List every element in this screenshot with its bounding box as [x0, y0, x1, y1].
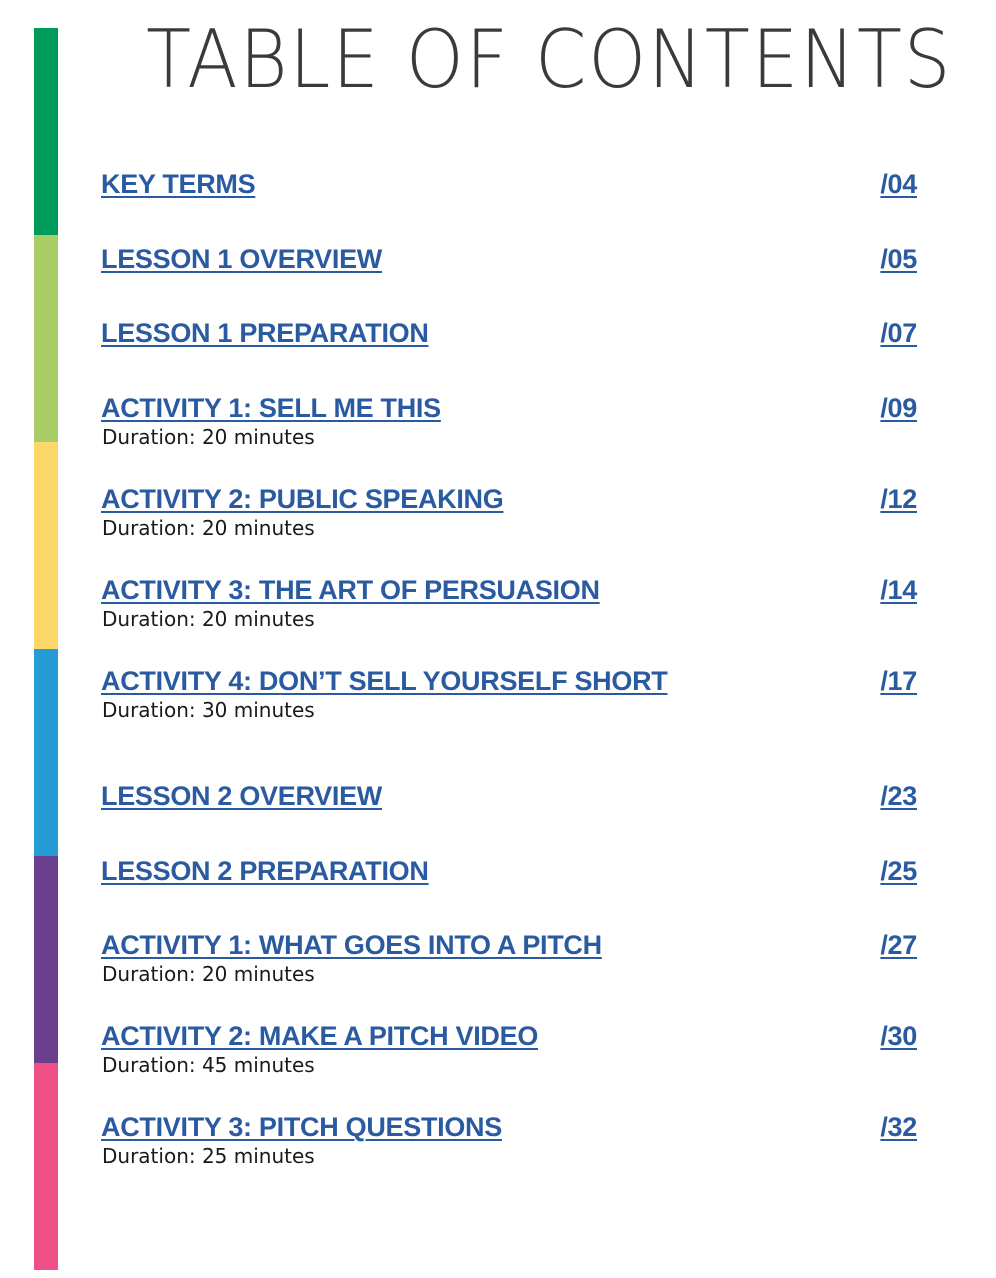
toc-link-activity-2-public-speaking[interactable]: ACTIVITY 2: PUBLIC SPEAKING — [101, 484, 504, 514]
toc-link-activity-4-dont-sell-yourself-short[interactable]: ACTIVITY 4: DON’T SELL YOURSELF SHORT — [101, 666, 668, 696]
toc-page-number[interactable]: /04 — [880, 169, 917, 199]
toc-row — [101, 665, 917, 697]
toc-duration: Duration: 20 minutes — [102, 516, 315, 540]
toc-link-lesson-1-preparation[interactable]: LESSON 1 PREPARATION — [101, 318, 429, 348]
toc-page-number[interactable]: /05 — [880, 244, 917, 274]
toc-row — [101, 392, 917, 424]
toc-duration: Duration: 20 minutes — [102, 425, 315, 449]
toc-link-activity-2-make-a-pitch-video[interactable]: ACTIVITY 2: MAKE A PITCH VIDEO — [101, 1021, 539, 1051]
toc-row — [101, 1111, 917, 1143]
toc-link-activity-1-what-goes-into-a-pitch[interactable]: ACTIVITY 1: WHAT GOES INTO A PITCH — [101, 930, 602, 960]
page-title: TABLE OF CONTENTS — [145, 13, 952, 106]
toc-entry-activity-2-public-speaking — [101, 483, 917, 541]
toc-page-number[interactable]: /14 — [880, 575, 917, 605]
toc-entry-lesson-2-preparation — [101, 855, 917, 887]
toc-duration: Duration: 20 minutes — [102, 962, 315, 986]
toc-entry-key-terms — [101, 168, 917, 200]
toc-link-lesson-1-overview[interactable]: LESSON 1 OVERVIEW — [101, 244, 382, 274]
toc-page-number[interactable]: /09 — [880, 393, 917, 423]
toc-page-number[interactable]: /23 — [880, 781, 917, 811]
toc-duration: Duration: 20 minutes — [102, 607, 315, 631]
toc-entry-activity-1-sell-me-this — [101, 392, 917, 450]
toc-duration: Duration: 25 minutes — [102, 1144, 315, 1168]
toc-entry-lesson-1-preparation — [101, 317, 917, 349]
toc-row — [101, 168, 917, 200]
color-bar-segment-light-green — [34, 235, 58, 442]
toc-page-number[interactable]: /12 — [880, 484, 917, 514]
toc-row — [101, 317, 917, 349]
toc-link-activity-3-art-of-persuasion[interactable]: ACTIVITY 3: THE ART OF PERSUASION — [101, 575, 600, 605]
toc-entry-activity-3-pitch-questions — [101, 1111, 917, 1169]
toc-duration: Duration: 30 minutes — [102, 698, 315, 722]
toc-page-number[interactable]: /07 — [880, 318, 917, 348]
toc-page-number[interactable]: /17 — [880, 666, 917, 696]
toc-row — [101, 780, 917, 812]
toc-entry-activity-4-dont-sell-yourself-short — [101, 665, 917, 723]
toc-page-number[interactable]: /27 — [880, 930, 917, 960]
color-bar-segment-green — [34, 28, 58, 235]
toc-entry-activity-2-make-a-pitch-video — [101, 1020, 917, 1078]
color-bar-segment-purple — [34, 856, 58, 1063]
toc-row — [101, 574, 917, 606]
toc-link-key-terms[interactable]: KEY TERMS — [101, 169, 256, 199]
toc-page-number[interactable]: /32 — [880, 1112, 917, 1142]
toc-entry-lesson-2-overview — [101, 780, 917, 812]
toc-row — [101, 1020, 917, 1052]
toc-row — [101, 483, 917, 515]
toc-link-activity-3-pitch-questions[interactable]: ACTIVITY 3: PITCH QUESTIONS — [101, 1112, 502, 1142]
toc-row — [101, 929, 917, 961]
toc-link-activity-1-sell-me-this[interactable]: ACTIVITY 1: SELL ME THIS — [101, 393, 441, 423]
toc-page-number[interactable]: /25 — [880, 856, 917, 886]
toc-page-number[interactable]: /30 — [880, 1021, 917, 1051]
color-bar-segment-pink — [34, 1063, 58, 1270]
toc-entry-activity-3-art-of-persuasion — [101, 574, 917, 632]
toc-link-lesson-2-preparation[interactable]: LESSON 2 PREPARATION — [101, 856, 429, 886]
toc-entry-activity-1-what-goes-into-a-pitch — [101, 929, 917, 987]
toc-row — [101, 855, 917, 887]
toc-entry-lesson-1-overview — [101, 243, 917, 275]
color-bar — [34, 28, 58, 1270]
color-bar-segment-blue — [34, 649, 58, 856]
toc-row — [101, 243, 917, 275]
toc-duration: Duration: 45 minutes — [102, 1053, 315, 1077]
toc-link-lesson-2-overview[interactable]: LESSON 2 OVERVIEW — [101, 781, 382, 811]
color-bar-segment-yellow — [34, 442, 58, 649]
